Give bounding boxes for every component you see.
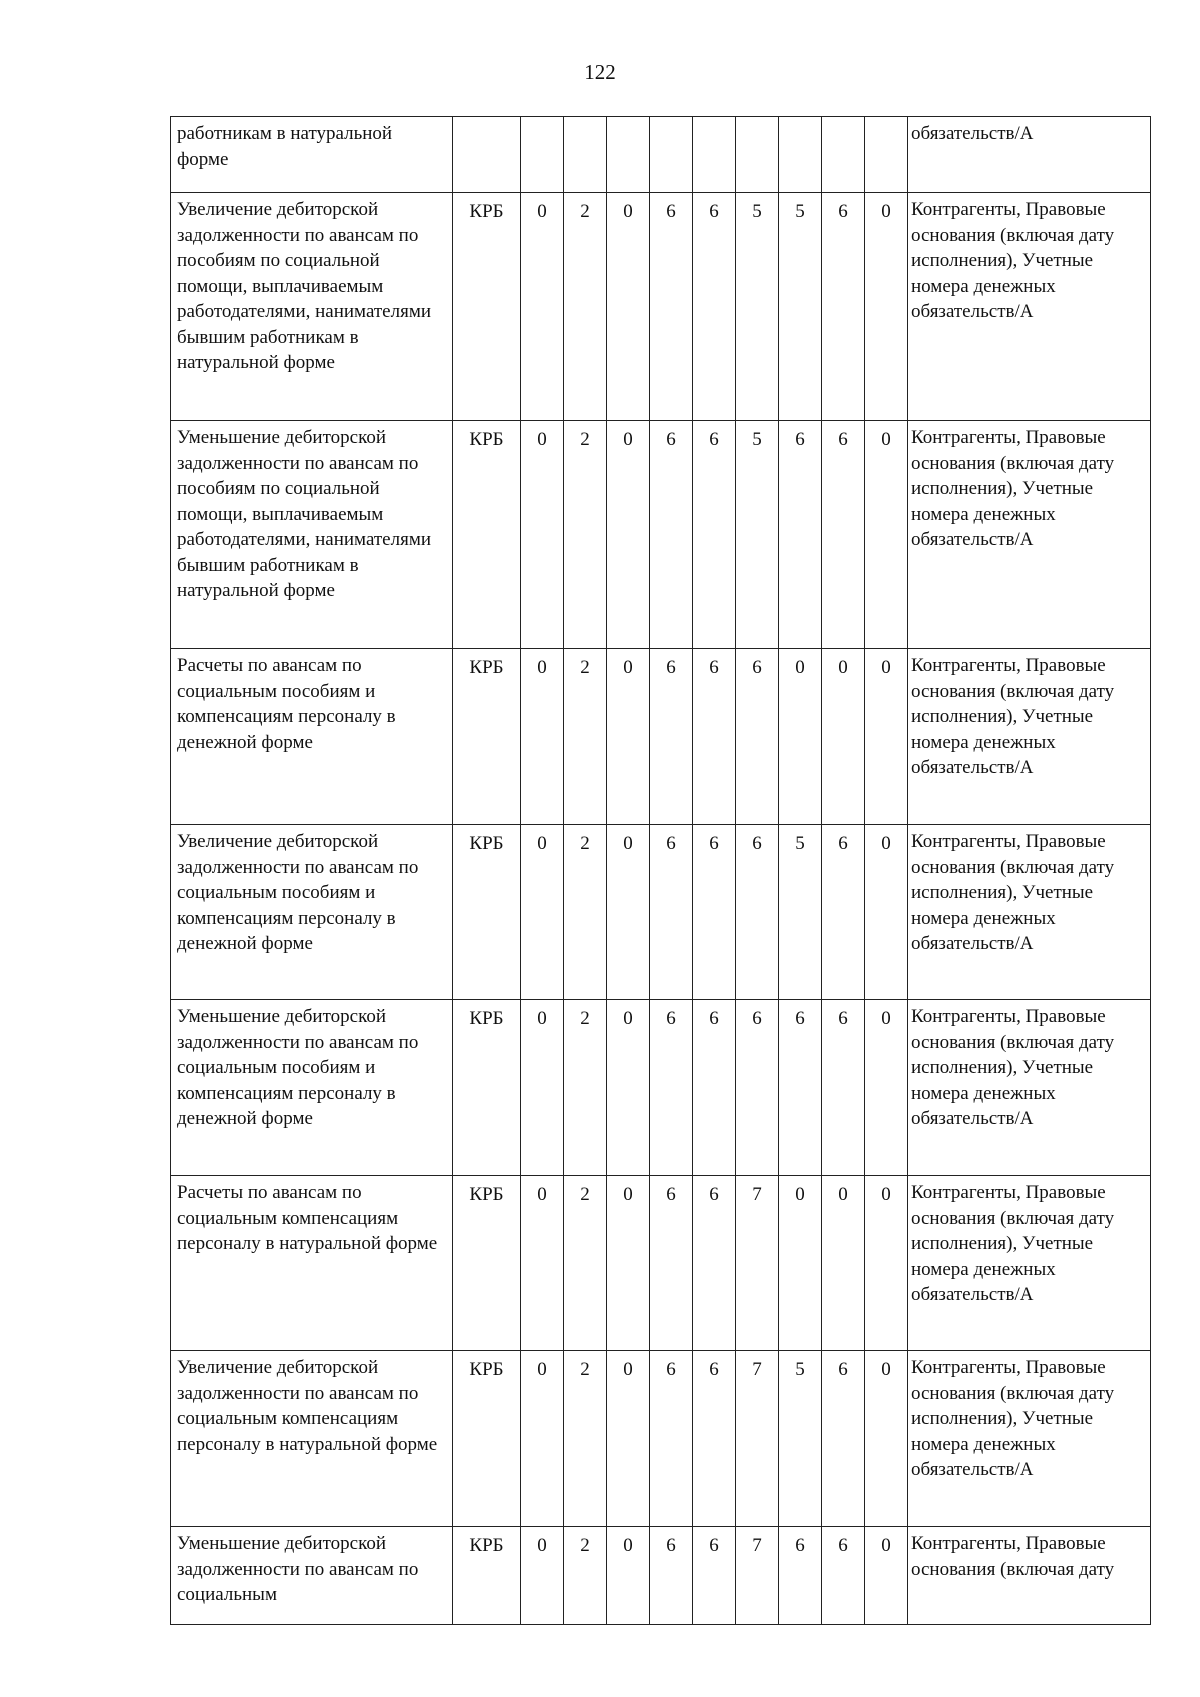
account-digit: 6	[693, 1176, 736, 1351]
account-digit	[521, 117, 564, 193]
account-digit: 2	[564, 1000, 607, 1176]
analytics-attributes: Контрагенты, Правовые основания (включая дату исполнения), Учетные номера денежных обязательств/А	[908, 1176, 1151, 1351]
account-digit: 6	[650, 1351, 693, 1527]
account-digit: 6	[650, 193, 693, 421]
account-digit: 0	[865, 649, 908, 825]
account-digit: 2	[564, 1527, 607, 1625]
budget-code: КРБ	[453, 1000, 521, 1176]
account-digit: 6	[736, 649, 779, 825]
account-digit: 7	[736, 1527, 779, 1625]
analytics-attributes: Контрагенты, Правовые основания (включая дату исполнения), Учетные номера денежных обязательств/А	[908, 193, 1151, 421]
account-digit: 2	[564, 421, 607, 649]
page-number: 122	[584, 60, 616, 84]
analytics-attributes: Контрагенты, Правовые основания (включая дату исполнения), Учетные номера денежных обязательств/А	[908, 421, 1151, 649]
account-digit: 6	[822, 421, 865, 649]
account-digit: 2	[564, 649, 607, 825]
table-row	[171, 1351, 1151, 1527]
account-digit: 0	[607, 649, 650, 825]
budget-code	[453, 117, 521, 193]
account-digit: 6	[693, 421, 736, 649]
account-name: Уменьшение дебиторской задолженности по авансам по социальным	[171, 1527, 453, 1625]
account-digit: 6	[779, 1000, 822, 1176]
account-name: Уменьшение дебиторской задолженности по авансам по пособиям по социальной помощи, выплачиваемым работодателями, нанимателями бывшим работникам в натуральной форме	[171, 421, 453, 649]
account-digit: 6	[736, 1000, 779, 1176]
analytics-attributes: Контрагенты, Правовые основания (включая дату исполнения), Учетные номера денежных обязательств/А	[908, 825, 1151, 1000]
account-digit: 0	[521, 1351, 564, 1527]
account-name: Увеличение дебиторской задолженности по авансам по социальным компенсациям персоналу в натуральной форме	[171, 1351, 453, 1527]
account-digit: 5	[779, 825, 822, 1000]
account-digit	[693, 117, 736, 193]
account-digit: 2	[564, 193, 607, 421]
analytics-attributes: обязательств/А	[908, 117, 1151, 193]
account-digit: 6	[650, 649, 693, 825]
account-digit: 7	[736, 1351, 779, 1527]
account-digit: 6	[650, 421, 693, 649]
account-digit: 2	[564, 1176, 607, 1351]
table-row	[171, 1527, 1151, 1625]
account-digit: 6	[736, 825, 779, 1000]
account-name: Увеличение дебиторской задолженности по авансам по социальным пособиям и компенсациям персоналу в денежной форме	[171, 825, 453, 1000]
account-name: Расчеты по авансам по социальным компенсациям персоналу в натуральной форме	[171, 1176, 453, 1351]
account-digit: 0	[865, 193, 908, 421]
table-row	[171, 117, 1151, 193]
account-digit: 0	[521, 1000, 564, 1176]
account-digit	[564, 117, 607, 193]
account-digit: 0	[865, 825, 908, 1000]
table-row	[171, 1000, 1151, 1176]
account-digit	[865, 117, 908, 193]
table-row	[171, 825, 1151, 1000]
account-digit: 6	[822, 1527, 865, 1625]
account-digit: 6	[822, 825, 865, 1000]
account-digit: 0	[607, 193, 650, 421]
analytics-attributes: Контрагенты, Правовые основания (включая дату	[908, 1527, 1151, 1625]
account-digit: 6	[822, 193, 865, 421]
account-digit: 0	[865, 1351, 908, 1527]
account-digit: 0	[822, 649, 865, 825]
account-digit: 5	[779, 193, 822, 421]
budget-code: КРБ	[453, 193, 521, 421]
account-digit: 6	[693, 1351, 736, 1527]
account-digit: 2	[564, 825, 607, 1000]
account-digit: 0	[779, 649, 822, 825]
table-row	[171, 421, 1151, 649]
account-digit: 0	[779, 1176, 822, 1351]
account-digit: 0	[607, 1000, 650, 1176]
account-name: работникам в натуральной форме	[171, 117, 453, 193]
account-digit: 6	[650, 825, 693, 1000]
account-digit: 0	[607, 1351, 650, 1527]
account-digit: 0	[521, 825, 564, 1000]
budget-code: КРБ	[453, 649, 521, 825]
account-digit: 6	[779, 1527, 822, 1625]
table-row	[171, 1176, 1151, 1351]
account-digit: 0	[822, 1176, 865, 1351]
account-digit: 0	[607, 1527, 650, 1625]
account-digit: 0	[607, 421, 650, 649]
account-digit: 0	[607, 825, 650, 1000]
budget-code: КРБ	[453, 825, 521, 1000]
account-digit: 5	[736, 193, 779, 421]
account-digit	[736, 117, 779, 193]
budget-code: КРБ	[453, 1176, 521, 1351]
account-digit: 6	[650, 1176, 693, 1351]
account-digit: 7	[736, 1176, 779, 1351]
account-digit: 6	[693, 1000, 736, 1176]
account-digit: 0	[607, 1176, 650, 1351]
account-digit	[822, 117, 865, 193]
account-digit	[607, 117, 650, 193]
account-digit: 0	[865, 1176, 908, 1351]
account-digit: 6	[650, 1527, 693, 1625]
account-name: Уменьшение дебиторской задолженности по авансам по социальным пособиям и компенсациям персоналу в денежной форме	[171, 1000, 453, 1176]
table-body	[171, 117, 1151, 1625]
account-digit	[779, 117, 822, 193]
account-digit	[650, 117, 693, 193]
account-digit: 6	[822, 1000, 865, 1176]
table-row	[171, 649, 1151, 825]
analytics-attributes: Контрагенты, Правовые основания (включая дату исполнения), Учетные номера денежных обязательств/А	[908, 1000, 1151, 1176]
account-digit: 6	[650, 1000, 693, 1176]
account-digit: 0	[865, 1527, 908, 1625]
account-digit: 6	[779, 421, 822, 649]
account-digit: 5	[736, 421, 779, 649]
account-name: Расчеты по авансам по социальным пособиям и компенсациям персоналу в денежной форме	[171, 649, 453, 825]
account-digit: 2	[564, 1351, 607, 1527]
table-row	[171, 193, 1151, 421]
account-digit: 0	[521, 1527, 564, 1625]
budget-code: КРБ	[453, 1351, 521, 1527]
account-digit: 6	[693, 649, 736, 825]
account-digit: 6	[693, 193, 736, 421]
accounts-table	[170, 116, 1151, 1625]
analytics-attributes: Контрагенты, Правовые основания (включая дату исполнения), Учетные номера денежных обязательств/А	[908, 649, 1151, 825]
account-digit: 0	[865, 421, 908, 649]
account-digit: 0	[521, 649, 564, 825]
account-digit: 5	[779, 1351, 822, 1527]
account-name: Увеличение дебиторской задолженности по авансам по пособиям по социальной помощи, выплачиваемым работодателями, нанимателями бывшим работникам в натуральной форме	[171, 193, 453, 421]
account-digit: 0	[521, 193, 564, 421]
budget-code: КРБ	[453, 421, 521, 649]
account-digit: 6	[693, 1527, 736, 1625]
account-digit: 6	[822, 1351, 865, 1527]
account-digit: 6	[693, 825, 736, 1000]
budget-code: КРБ	[453, 1527, 521, 1625]
account-digit: 0	[521, 1176, 564, 1351]
account-digit: 0	[521, 421, 564, 649]
analytics-attributes: Контрагенты, Правовые основания (включая дату исполнения), Учетные номера денежных обязательств/А	[908, 1351, 1151, 1527]
account-digit: 0	[865, 1000, 908, 1176]
